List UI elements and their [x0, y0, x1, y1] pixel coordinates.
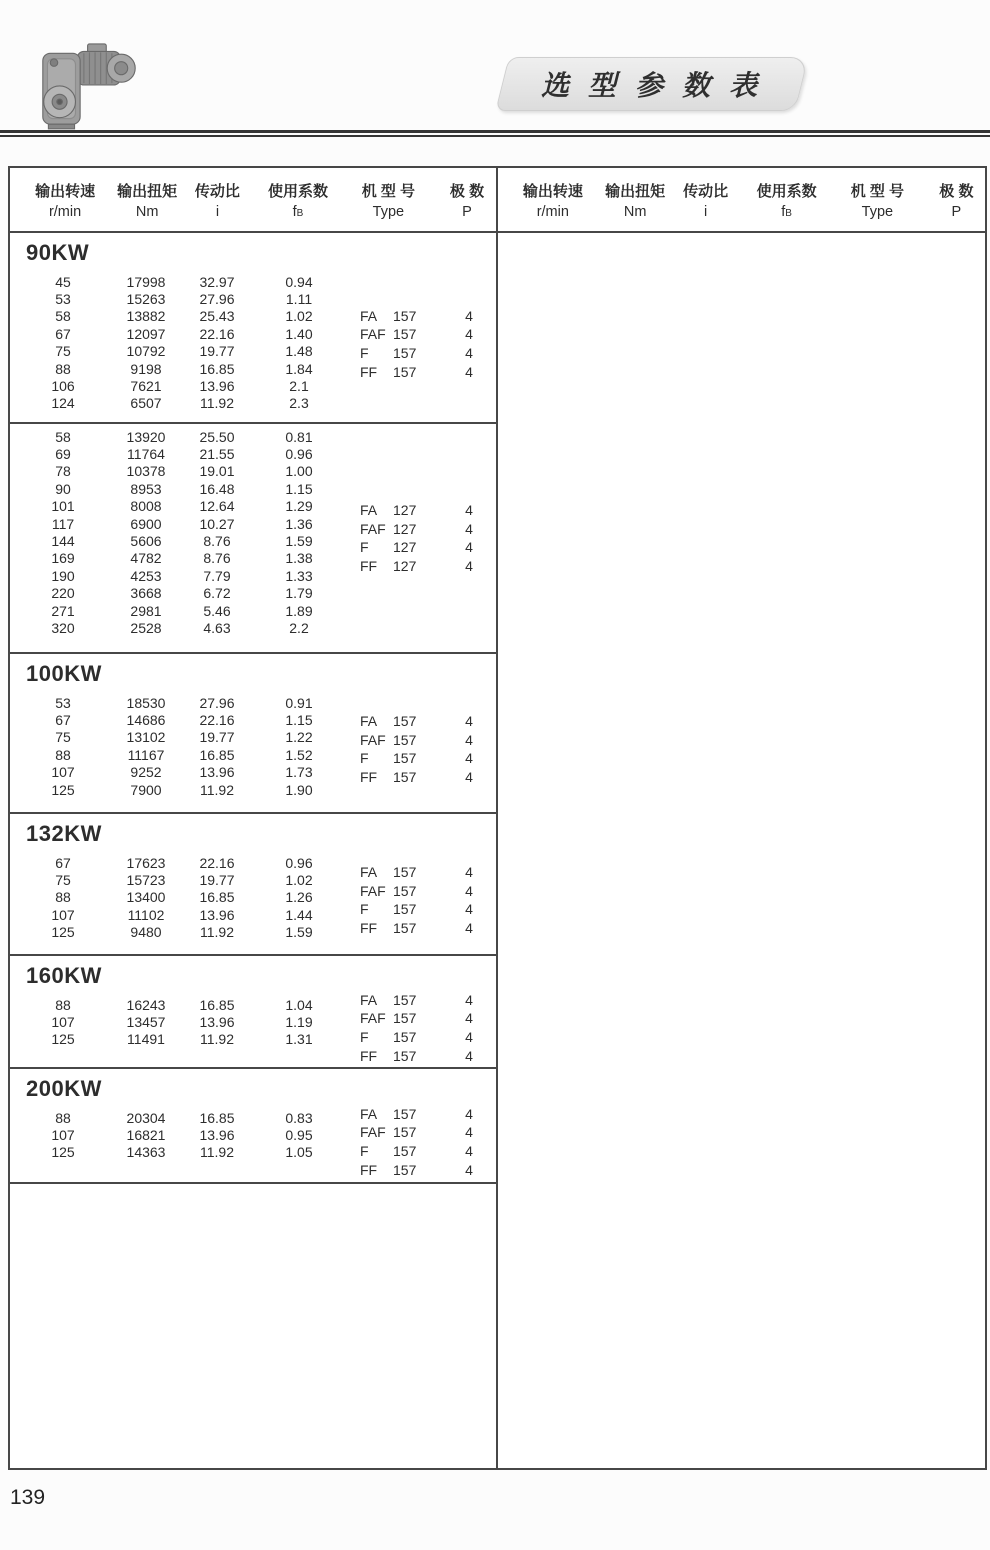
header-label-zh: 输出转速 [522, 182, 583, 200]
table-row: 69 11764 21.55 0.96 [55, 446, 313, 463]
table-row: 107 11102 13.96 1.44 [51, 906, 313, 923]
type-row: FA 157 4 [360, 713, 473, 730]
section-200kw [10, 1069, 496, 1184]
table-row: 190 4253 7.79 1.33 [51, 567, 313, 584]
type-rows [360, 1104, 479, 1178]
empty-section [10, 1184, 496, 1468]
header-label-zh: 极 数 [939, 182, 974, 200]
type-row: F 157 4 [360, 344, 473, 361]
table-row: 53 18530 27.96 0.91 [55, 694, 313, 711]
table-body [10, 233, 985, 1468]
header-label-zh: 传动比 [683, 182, 729, 200]
type-row: FA 157 4 [360, 307, 473, 324]
table-header-left [10, 168, 498, 231]
header-label-zh: 传动比 [194, 182, 240, 200]
table-row: 67 12097 22.16 1.40 [55, 325, 313, 342]
table-header [10, 168, 985, 233]
type-row: FF 157 4 [360, 768, 473, 785]
type-row: FAF 127 4 [360, 520, 473, 537]
header-column [13, 180, 117, 220]
selection-parameter-table [8, 166, 987, 1470]
type-row: FAF 157 4 [360, 1010, 473, 1027]
table-row: 124 6507 11.92 2.3 [51, 395, 309, 412]
table-row: 169 4782 8.76 1.38 [51, 550, 313, 567]
header-column [501, 180, 606, 220]
table-row: 125 14363 11.92 1.05 [51, 1144, 313, 1161]
table-row: 75 10792 19.77 1.48 [55, 343, 313, 360]
table-row: 88 20304 16.85 0.83 [55, 1109, 313, 1126]
header-label-zh: 机 型 号 [361, 182, 416, 200]
header-column [258, 180, 339, 220]
type-row: FAF 157 4 [360, 882, 473, 899]
header-label-en: i [704, 203, 708, 220]
table-row: 58 13882 25.43 1.02 [55, 308, 313, 325]
table-column-right-empty [498, 233, 986, 1468]
header-label-zh: 机 型 号 [850, 182, 905, 200]
type-rows [360, 306, 479, 380]
table-row: 88 13400 16.85 1.26 [55, 889, 313, 906]
page-title: 选 型 参 数 表 [540, 71, 763, 102]
type-row: FF 157 4 [360, 1161, 473, 1178]
table-row: 320 2528 4.63 2.2 [51, 619, 309, 636]
power-heading-132kw: 132KW [26, 821, 102, 846]
type-rows [360, 990, 479, 1064]
type-rows [360, 712, 479, 786]
table-row: 88 9198 16.85 1.84 [55, 360, 313, 377]
type-row: FA 157 4 [360, 991, 473, 1008]
type-rows [360, 863, 479, 937]
power-heading-100kw: 100KW [26, 661, 102, 686]
header-label-zh: 使用系数 [756, 182, 817, 200]
title-banner [495, 57, 808, 111]
table-row: 125 11491 11.92 1.31 [51, 1031, 313, 1048]
type-row: FF 157 4 [360, 363, 473, 380]
type-row: F 157 4 [360, 1142, 473, 1159]
table-row: 125 9480 11.92 1.59 [51, 924, 313, 941]
header-label-zh: 使用系数 [267, 182, 328, 200]
table-row: 144 5606 8.76 1.59 [51, 533, 313, 550]
table-row: 101 8008 12.64 1.29 [51, 498, 313, 515]
header-label-zh: 输出扭矩 [117, 182, 178, 200]
page-number: 139 [10, 1486, 46, 1509]
type-row: F 157 4 [360, 750, 473, 767]
header-column [117, 180, 177, 220]
table-row: 75 13102 19.77 1.22 [55, 729, 313, 746]
table-row: 107 13457 13.96 1.19 [51, 1014, 313, 1031]
type-row: FF 127 4 [360, 557, 473, 574]
table-row: 125 7900 11.92 1.90 [51, 781, 313, 798]
table-row: 45 17998 32.97 0.94 [55, 273, 313, 290]
header-column [746, 180, 827, 220]
power-heading-90kw: 90KW [26, 240, 90, 265]
header-column [665, 180, 746, 220]
header-label-en: fB [781, 203, 792, 220]
header-label-zh: 输出扭矩 [605, 182, 666, 200]
table-row: 107 9252 13.96 1.73 [51, 764, 313, 781]
header-rule [0, 130, 990, 137]
table-row: 107 16821 13.96 0.95 [51, 1127, 313, 1144]
table-row: 58 13920 25.50 0.81 [55, 428, 313, 445]
header-label-en: P [951, 203, 962, 220]
table-row: 67 14686 22.16 1.15 [55, 712, 313, 729]
table-column-left [10, 233, 498, 1468]
section-160kw [10, 956, 496, 1069]
table-row: 88 11167 16.85 1.52 [55, 746, 313, 763]
type-row: FF 157 4 [360, 1047, 473, 1064]
table-row: 67 17623 22.16 0.96 [55, 854, 313, 871]
table-row: 220 3668 6.72 1.79 [51, 585, 313, 602]
table-row: 88 16243 16.85 1.04 [55, 996, 313, 1013]
header-column [605, 180, 665, 220]
type-row: F 157 4 [360, 901, 473, 918]
type-row: FA 157 4 [360, 1105, 473, 1122]
table-row: 106 7621 13.96 2.1 [51, 378, 309, 395]
header-label-zh: 极 数 [449, 182, 485, 200]
header-label-en: Type [372, 203, 405, 220]
section-90kw-157 [10, 233, 496, 424]
type-row: FAF 157 4 [360, 1124, 473, 1141]
header-label-en: i [215, 203, 220, 220]
header-column [439, 180, 496, 220]
type-row: FAF 157 4 [360, 731, 473, 748]
table-row: 78 10378 19.01 1.00 [55, 463, 313, 480]
header-label-en: Type [861, 203, 894, 220]
power-heading-200kw: 200KW [26, 1076, 102, 1101]
section-100kw [10, 654, 496, 814]
table-header-right [498, 168, 986, 231]
table-row: 53 15263 27.96 1.11 [55, 291, 313, 308]
type-row: F 127 4 [360, 539, 473, 556]
section-132kw [10, 814, 496, 956]
header-label-en: r/min [536, 203, 569, 220]
header-label-en: r/min [48, 203, 82, 220]
type-row: FA 127 4 [360, 502, 473, 519]
header-column [338, 180, 438, 220]
section-90kw-127 [10, 424, 496, 654]
type-rows [360, 501, 479, 575]
table-row: 117 6900 10.27 1.36 [51, 515, 313, 532]
header-label-en: fB [292, 203, 304, 220]
table-row: 75 15723 19.77 1.02 [55, 872, 313, 889]
header-label-zh: 输出转速 [35, 182, 96, 200]
header-label-en: P [462, 203, 472, 220]
header-column [928, 180, 985, 220]
header-label-en: Nm [623, 203, 647, 220]
header-column [827, 180, 928, 220]
type-row: FF 157 4 [360, 919, 473, 936]
type-row: F 157 4 [360, 1028, 473, 1045]
gearmotor-photo [26, 38, 138, 132]
table-row: 90 8953 16.48 1.15 [55, 480, 313, 497]
type-row: FA 157 4 [360, 864, 473, 881]
power-heading-160kw: 160KW [26, 963, 102, 988]
type-row: FAF 157 4 [360, 326, 473, 343]
header-label-en: Nm [135, 203, 159, 220]
table-row: 271 2981 5.46 1.89 [51, 602, 313, 619]
header-column [177, 180, 258, 220]
